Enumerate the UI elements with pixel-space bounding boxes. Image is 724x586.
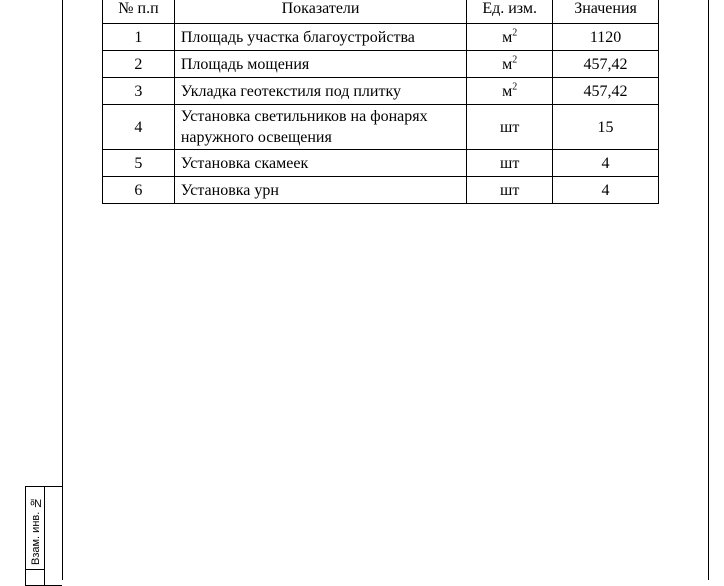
row-unit [467,105,553,150]
header-indicators: Показатели [174,0,466,24]
unit-text: м [502,55,513,73]
row-unit [467,150,553,177]
unit-superscript: 2 [512,81,518,93]
table-row [103,105,659,150]
frame-right-border [708,0,709,580]
unit-text: шт [500,118,520,136]
row-unit [467,78,553,105]
row-name: Площадь мощения [174,51,466,78]
unit-text: шт [500,181,520,199]
stamp-divider [44,487,45,585]
unit-superscript: 2 [512,54,518,66]
row-unit [467,51,553,78]
indicators-table [102,0,659,204]
row-value: 457,42 [553,51,659,78]
unit-text: м [502,82,513,100]
table-header-row [103,0,659,24]
side-stamp [25,486,62,586]
unit-text: шт [500,154,520,172]
row-value: 457,42 [553,78,659,105]
stamp-label: Взам. инв. № [30,496,42,566]
table-row [103,78,659,105]
row-value: 15 [553,105,659,150]
frame-left-border [62,0,63,580]
row-number: 4 [103,105,175,150]
row-name: Установка урн [174,177,466,204]
table-row [103,177,659,204]
unit-text: м [502,28,513,46]
row-number: 6 [103,177,175,204]
table-row [103,150,659,177]
row-name: Укладка геотекстиля под плитку [174,78,466,105]
row-value: 4 [553,177,659,204]
row-number: 3 [103,78,175,105]
header-number: № п.п [103,0,175,24]
row-number: 5 [103,150,175,177]
row-value: 1120 [553,24,659,51]
row-unit [467,24,553,51]
header-values: Значения [553,0,659,24]
row-name: Установка светильников на фонарях наружного освещения [174,105,466,150]
row-number: 1 [103,24,175,51]
row-name: Площадь участка благоустройства [174,24,466,51]
table-row [103,24,659,51]
table-row [103,51,659,78]
row-number: 2 [103,51,175,78]
stamp-bottom-line [26,569,44,570]
unit-superscript: 2 [512,27,518,39]
row-unit [467,177,553,204]
header-unit: Ед. изм. [467,0,553,24]
row-value: 4 [553,150,659,177]
row-name: Установка скамеек [174,150,466,177]
